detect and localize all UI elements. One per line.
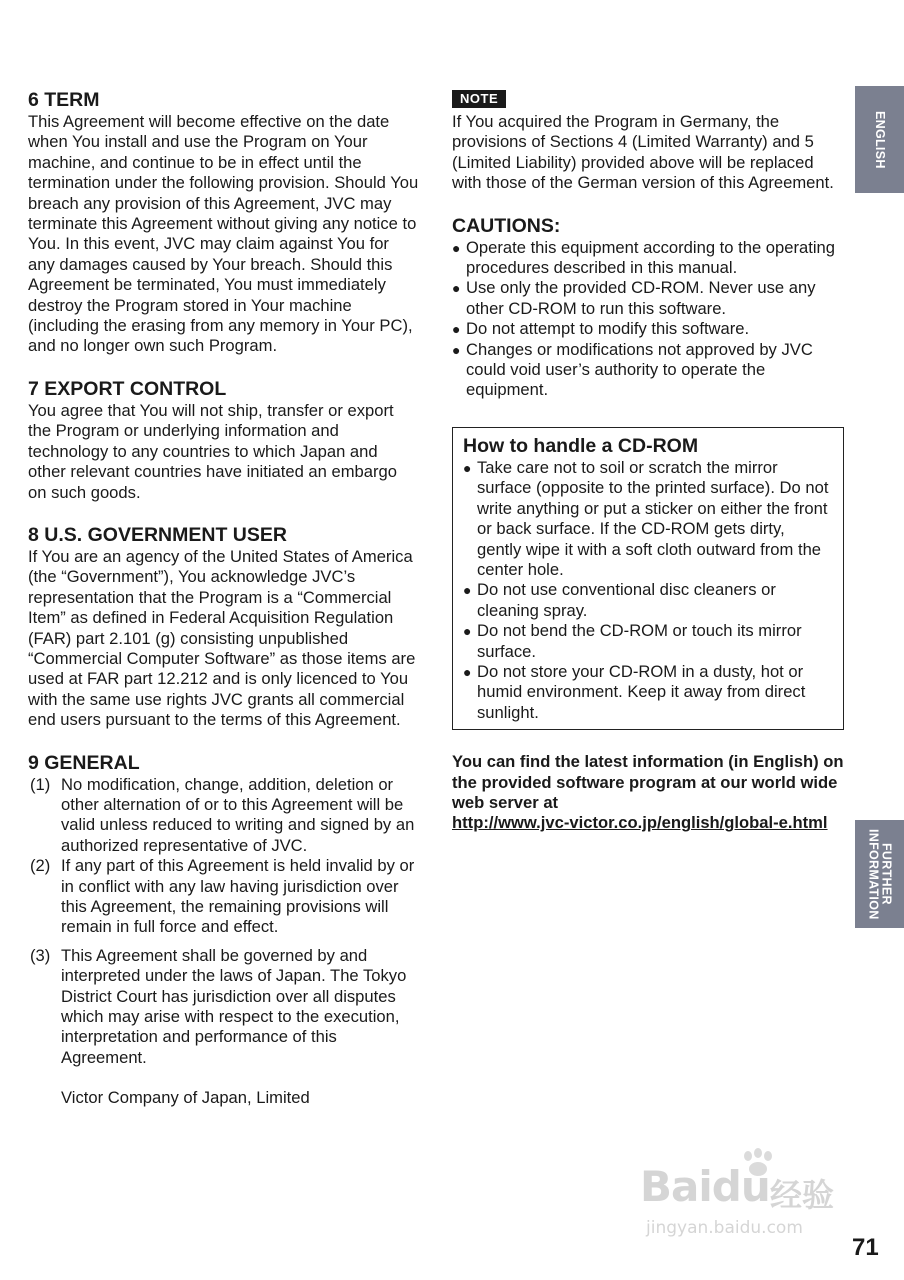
bullet-icon: ● xyxy=(452,239,461,256)
bullet-icon: ● xyxy=(452,321,461,338)
list-item xyxy=(452,319,844,339)
note-badge: NOTE xyxy=(452,90,506,108)
note-block xyxy=(452,88,844,194)
left-column xyxy=(28,88,420,1129)
export-control-body: You agree that You will not ship, transfer or export the Program or underlying information and technology to any countries to which Japan and other relevant countries have initiated an embargo on such goods. xyxy=(28,400,397,502)
list-item xyxy=(452,278,844,319)
watermark-cn: 经验 xyxy=(770,1177,835,1213)
item-text: Do not bend the CD-ROM or touch its mirror surface. xyxy=(477,621,802,661)
note-text: If You acquired the Program in Germany, the provisions of Sections 4 (Limited Warranty) and 5 (Limited Liability) provided above will be replaced with those of the German version of this Agreement. xyxy=(452,112,834,193)
further-tab-line2: INFORMATION xyxy=(866,828,881,920)
item-text: Changes or modifications not approved by JVC could void user’s authority to operate the equipment. xyxy=(466,339,813,400)
item-text: Do not attempt to modify this software. xyxy=(466,319,750,339)
general-heading: 9 GENERAL xyxy=(28,751,140,774)
list-item xyxy=(463,458,833,580)
item-text: If any part of this Agreement is held invalid by or in conflict with any law having jurisdiction over this Agreement, the remaining provisions will remain in full force and effect. xyxy=(61,856,415,937)
english-tab xyxy=(855,86,904,193)
item-text: Operate this equipment according to the operating procedures described in this manual. xyxy=(466,237,835,278)
list-item xyxy=(28,775,420,857)
cdrom-box xyxy=(452,427,844,730)
bullet-icon: ● xyxy=(452,280,461,297)
item-number: (3) xyxy=(30,945,51,965)
item-number: (1) xyxy=(30,774,51,794)
general-list xyxy=(28,775,420,1069)
gov-user-section xyxy=(28,523,420,731)
cautions-list xyxy=(452,238,844,401)
further-information-tab xyxy=(855,820,904,928)
list-item xyxy=(28,946,420,1068)
website-link[interactable]: http://www.jvc-victor.co.jp/english/global-e.html xyxy=(452,813,828,833)
weblink-block xyxy=(452,752,844,834)
watermark-logo: Baidu xyxy=(640,1162,770,1211)
further-tab-line1: FURTHER xyxy=(879,843,894,905)
right-column xyxy=(452,88,844,834)
item-number: (2) xyxy=(30,856,51,876)
cdrom-list xyxy=(463,458,833,723)
item-text: Do not use conventional disc cleaners or cleaning spray. xyxy=(477,580,776,620)
list-item xyxy=(28,856,420,938)
list-item xyxy=(452,340,844,401)
company-signoff: Victor Company of Japan, Limited xyxy=(61,1088,310,1108)
further-tab-label xyxy=(867,829,893,920)
export-control-section xyxy=(28,377,420,503)
baidu-watermark xyxy=(640,1148,850,1248)
watermark-url: jingyan.baidu.com xyxy=(646,1218,803,1238)
bullet-icon: ● xyxy=(452,341,461,358)
item-text: Do not store your CD-ROM in a dusty, hot or humid environment. Keep it away from direct sunlight. xyxy=(477,661,806,722)
page-number: 71 xyxy=(852,1234,879,1261)
list-item xyxy=(463,621,833,662)
cdrom-heading: How to handle a CD-ROM xyxy=(463,434,699,457)
bullet-icon: ● xyxy=(463,663,472,680)
bullet-icon: ● xyxy=(463,459,472,476)
term-section xyxy=(28,88,420,357)
item-text: No modification, change, addition, deletion or other alternation of or to this Agreement will be valid unless reduced to writing and signed by an authorized representative of JVC. xyxy=(61,774,415,855)
general-section xyxy=(28,751,420,1109)
weblink-text: You can find the latest information (in English) on the provided software program at our world wide web server at xyxy=(452,752,844,812)
bullet-icon: ● xyxy=(463,623,472,640)
export-control-heading: 7 EXPORT CONTROL xyxy=(28,377,227,400)
item-text: Take care not to soil or scratch the mirror surface (opposite to the printed surface). Do not write anything or put a sticker on either the front or back surface. If the CD-ROM gets dirty, gently wipe it with a soft cloth outward from the center hole. xyxy=(477,457,829,579)
bullet-icon: ● xyxy=(463,582,472,599)
gov-user-body: If You are an agency of the United States of America (the “Government”), You acknowledge JVC’s representation that the Program is a “Commercial Item” as defined in Federal Acquisition Regulation (FAR) part 2.101 (g) consisting unpublished “Commercial Computer Software” as those items are used at FAR part 12.212 and is only licenced to You with the same use rights JVC grants all commercial end users pursuant to the terms of this Agreement. xyxy=(28,546,416,730)
cautions-block xyxy=(452,214,844,401)
list-item xyxy=(463,662,833,723)
item-text: Use only the provided CD-ROM. Never use any other CD-ROM to run this software. xyxy=(466,278,816,318)
list-item xyxy=(452,238,844,279)
term-heading: 6 TERM xyxy=(28,89,100,111)
gov-user-heading: 8 U.S. GOVERNMENT USER xyxy=(28,523,287,546)
english-tab-label: ENGLISH xyxy=(873,110,887,169)
cautions-heading: CAUTIONS: xyxy=(452,214,561,237)
list-item xyxy=(463,580,833,621)
item-text: This Agreement shall be governed by and interpreted under the laws of Japan. The Tokyo District Court has jurisdiction over all disputes which may arise with respect to the execution, interpretation and performance of this Agreement. xyxy=(61,945,407,1067)
term-body: This Agreement will become effective on the date when You install and use the Program on Your machine, and continue to be in effect until the termination under the following provision. Should You breach any provision of this Agreement, JVC may terminate this Agreement without giving any notice to You. In this event, JVC may claim against You for any damages caused by Your breach. Should this Agreement be terminated, You must immediately destroy the Program stored in Your machine (including the erasing from any memory in Your PC), and no longer own such Program. xyxy=(28,112,419,356)
